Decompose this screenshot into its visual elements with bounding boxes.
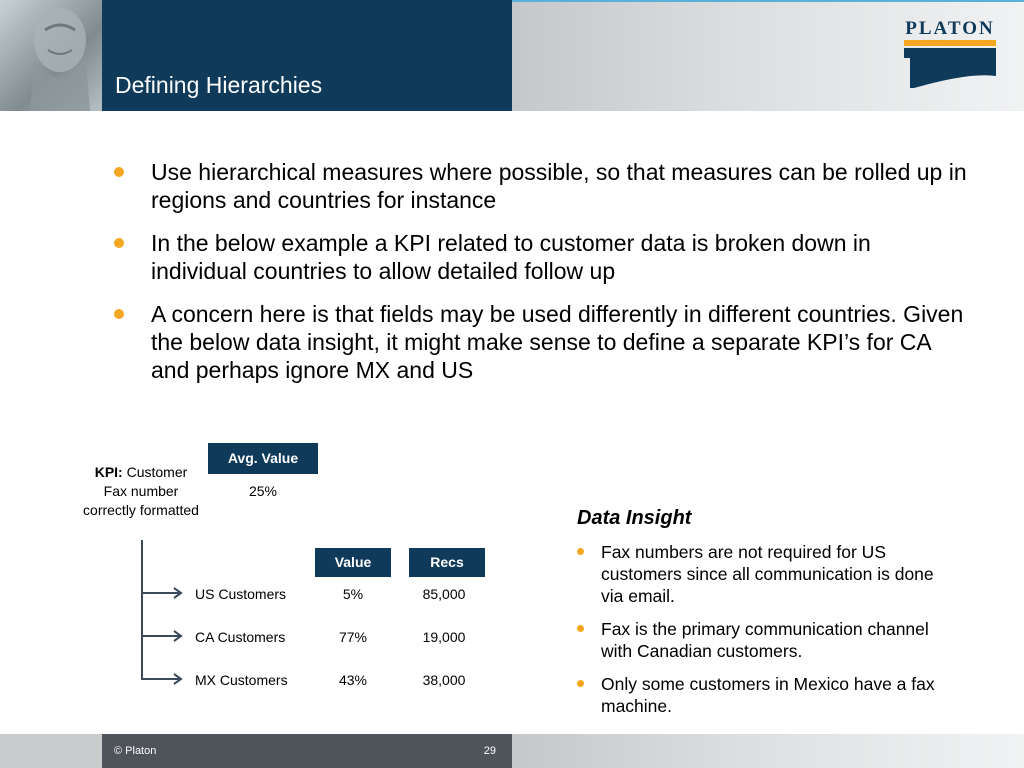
insight-list bbox=[576, 541, 956, 728]
row-value-ca: 77% bbox=[338, 629, 368, 645]
bullet-dot-icon bbox=[577, 625, 584, 632]
insight-item bbox=[576, 618, 956, 662]
row-recs-mx: 38,000 bbox=[422, 672, 466, 688]
row-label-us: US Customers bbox=[195, 586, 287, 602]
row-value-us: 5% bbox=[342, 586, 364, 602]
avg-value: 25% bbox=[248, 483, 278, 499]
kpi-label-text: Customer Fax number correctly formatted bbox=[83, 464, 199, 518]
kpi-label-bold: KPI: bbox=[94, 464, 123, 480]
kpi-label bbox=[82, 463, 200, 520]
avg-value-header: Avg. Value bbox=[208, 443, 318, 474]
insight-text: Only some customers in Mexico have a fax machine. bbox=[601, 674, 935, 716]
page-title: Defining Hierarchies bbox=[115, 72, 323, 98]
insight-title: Data Insight bbox=[577, 507, 692, 529]
bullet-text: A concern here is that fields may be used differently in different countries. Given the below data insight, it might make sense to define a separate KPI’s for CA and perhaps ignore MX and US bbox=[151, 301, 964, 383]
page-number: 29 bbox=[483, 745, 496, 757]
bullet-dot-icon bbox=[577, 548, 584, 555]
slide-footer bbox=[0, 734, 1024, 768]
logo-text: PLATON bbox=[905, 18, 995, 39]
row-recs-ca: 19,000 bbox=[422, 629, 466, 645]
footer-left-band bbox=[0, 734, 102, 768]
row-label-mx: MX Customers bbox=[195, 672, 288, 688]
footer-dark-band bbox=[102, 734, 512, 768]
insight-text: Fax is the primary communication channel with Canadian customers. bbox=[601, 619, 929, 661]
insight-text: Fax numbers are not required for US customers since all communication is done via email. bbox=[601, 542, 934, 606]
insight-item bbox=[576, 541, 956, 607]
bullet-text: Use hierarchical measures where possible, so that measures can be rolled up in regions and countries for instance bbox=[151, 159, 967, 213]
row-label-ca: CA Customers bbox=[195, 629, 286, 645]
footer-right-band bbox=[512, 734, 1024, 768]
recs-header: Recs bbox=[409, 548, 485, 577]
insight-item bbox=[576, 673, 956, 717]
bullet-dot-icon bbox=[577, 680, 584, 687]
row-recs-us: 85,000 bbox=[422, 586, 466, 602]
value-header: Value bbox=[315, 548, 391, 577]
bullet-text: In the below example a KPI related to customer data is broken down in individual countries to allow detailed follow up bbox=[151, 230, 871, 284]
footer-copyright: © Platon bbox=[114, 745, 157, 757]
row-value-mx: 43% bbox=[338, 672, 368, 688]
